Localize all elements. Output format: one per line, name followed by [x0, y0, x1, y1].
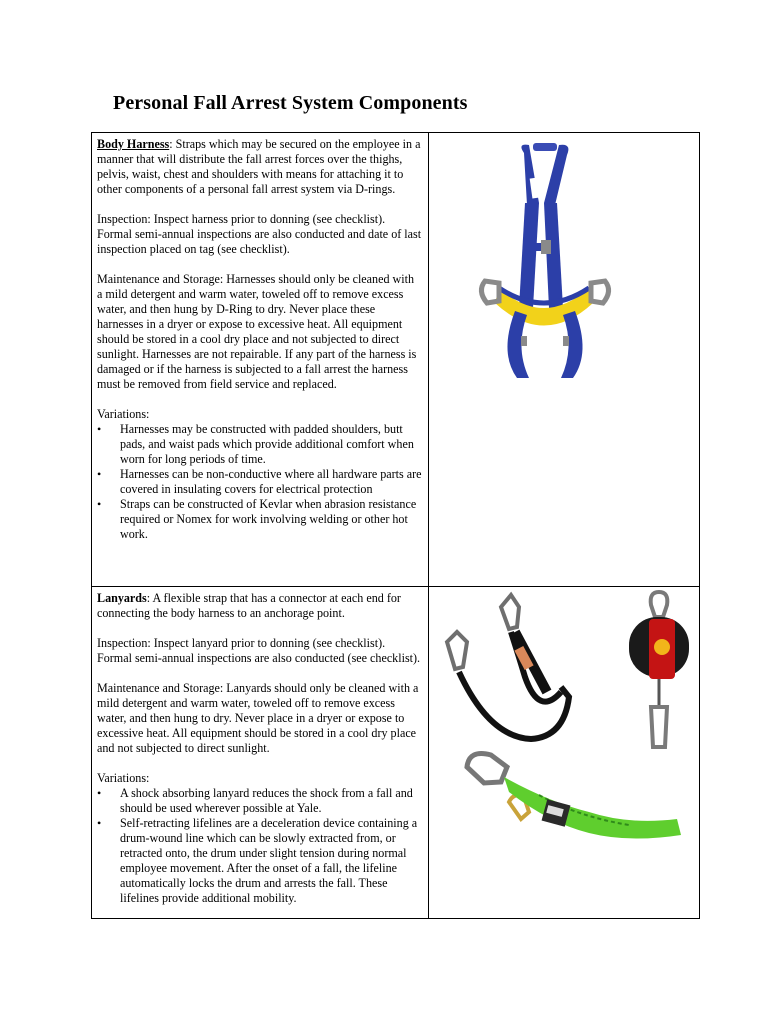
lanyards-term: Lanyards — [97, 591, 147, 605]
harness-variations-label: Variations: — [97, 407, 150, 421]
components-table — [91, 132, 700, 919]
harness-text-cell — [92, 133, 429, 587]
list-item: • Harnesses may be constructed with padded shoulders, butt pads, and waist pads which provide additional comfort when worn for long periods of time. — [97, 422, 422, 467]
shock-absorbing-lanyard-image — [467, 754, 681, 839]
lanyards-variations-label: Variations: — [97, 771, 150, 785]
list-item: • Straps can be constructed of Kevlar when abrasion resistance required or Nomex for work involving welding or other hot work. — [97, 497, 422, 542]
harness-definition — [97, 137, 422, 197]
lanyards-inspection: Inspection: Inspect lanyard prior to donning (see checklist). Formal semi-annual inspections are also conducted (see checklist). — [97, 636, 421, 665]
lanyards-text-cell — [92, 587, 429, 919]
list-item: • Self-retracting lifelines are a deceleration device containing a drum-wound line which can be slowly extracted from, or retracted onto, the drum under slight tension during normal employee movement. After the onset of a fall, the lifeline automatically locks the drum and arrests the fall. These lifelines provide additional mobility. — [97, 816, 422, 906]
harness-term: Body Harness — [97, 137, 170, 151]
lanyards-definition-text: : A flexible strap that has a connector at each end for connecting the body harness to an anchorage point. — [97, 591, 401, 620]
lanyards-definition — [97, 591, 422, 621]
page-title: Personal Fall Arrest System Components — [113, 92, 468, 114]
lanyards-image-cell — [429, 587, 700, 919]
harness-maintenance: Maintenance and Storage: Harnesses should only be cleaned with a mild detergent and warm water, toweled off to remove excess water, and then hung by D-Ring to dry. Never place these harnesses in a dryer or expose to excessive heat. All equipment should be stored in a cool dry place and not subjected to direct sunlight. Harnesses are not repairable. If any part of the harness is damaged or if the harness is subjected to a fall arrest the harness must be removed from field service and replaced. — [97, 272, 417, 391]
harness-variations-list — [97, 422, 422, 542]
lanyard-image — [447, 595, 569, 739]
harness-definition-text: : Straps which may be secured on the employee in a manner that will distribute the fall arrest forces over the thighs, pelvis, waist, chest and shoulders with means for attaching it to other components of a personal fall arrest system via D-rings. — [97, 137, 421, 196]
body-harness-image — [429, 133, 697, 583]
self-retracting-lifeline-image — [629, 592, 689, 747]
lanyards-variations-list — [97, 786, 422, 906]
harness-image-cell — [429, 133, 700, 587]
list-item: • A shock absorbing lanyard reduces the shock from a fall and should be used wherever possible at Yale. — [97, 786, 422, 816]
lanyards-maintenance: Maintenance and Storage: Lanyards should only be cleaned with a mild detergent and warm water, toweled off to remove excess water, and then hung to dry. Never place in a dryer or expose to excessive heat. All equipment should be stored in a cool dry place and not subjected to direct sunlight. — [97, 681, 419, 755]
list-item: • Harnesses can be non-conductive where all hardware parts are covered in insulating covers for electrical protection — [97, 467, 422, 497]
harness-inspection: Inspection: Inspect harness prior to donning (see checklist). Formal semi-annual inspections are also conducted and date of last inspection placed on tag (see checklist). — [97, 212, 422, 256]
lanyards-row — [92, 587, 700, 919]
harness-row — [92, 133, 700, 587]
